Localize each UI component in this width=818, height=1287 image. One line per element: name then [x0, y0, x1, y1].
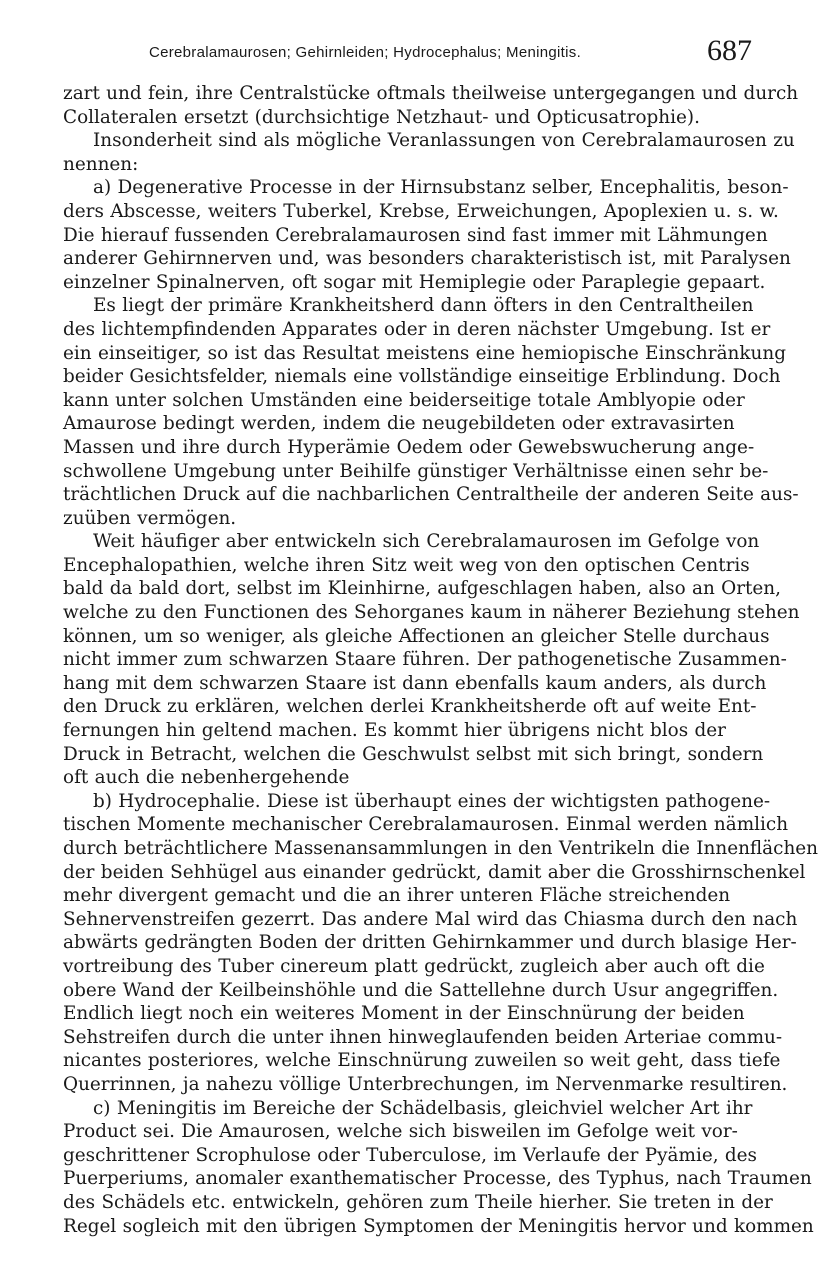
text-line: Puerperiums, anomaler exanthematischer Processe, des Typhus, nach Traumen: [63, 1168, 812, 1190]
text-line: a) Degenerative Processe in der Hirnsubstanz selber, Encephalitis, beson-: [93, 177, 789, 199]
running-title: Cerebralamaurosen; Gehirnleiden; Hydrocephalus; Meningitis.: [148, 44, 582, 61]
paragraph: [63, 1097, 814, 1239]
text-line: trächtlichen Druck auf die nachbarlichen Centraltheile der anderen Seite aus-: [63, 484, 799, 506]
text-line: bald da bald dort, selbst im Kleinhirne, aufgeschlagen haben, also an Orten,: [63, 578, 781, 600]
paragraph: [63, 790, 818, 1097]
text-line: durch beträchtlichere Massenansammlungen in den Ventrikeln die Innenflächen: [63, 838, 818, 859]
text-line: Sehstreifen durch die unter ihnen hinweglaufenden beiden Arteriae commu-: [63, 1026, 783, 1048]
text-line: Regel sogleich mit den übrigen Symptomen der Meningitis hervor und kommen: [63, 1215, 814, 1237]
text-line: schwollene Umgebung unter Beihilfe günstiger Verhältnisse einen sehr be-: [63, 460, 769, 482]
text-line: Sehnervenstreifen gezerrt. Das andere Mal wird das Chiasma durch den nach: [63, 908, 798, 930]
text-line: welche zu den Functionen des Sehorganes kaum in näherer Beziehung stehen: [63, 602, 800, 624]
text-line: des Schädels etc. entwickeln, gehören zum Theile hierher. Sie treten in der: [63, 1191, 773, 1213]
text-line: Insonderheit sind als mögliche Veranlassungen von Cerebralamaurosen zu: [93, 130, 795, 152]
text-line: Massen und ihre durch Hyperämie Oedem oder Gewebswucherung ange-: [63, 436, 755, 458]
text-line: der beiden Sehhügel aus einander gedrückt, damit aber die Grosshirnschenkel: [63, 861, 806, 883]
text-line: anderer Gehirnnerven und, was besonders charakteristisch ist, mit Paralysen: [63, 248, 791, 270]
paragraph: [63, 176, 791, 294]
text-line: abwärts gedrängten Boden der dritten Gehirnkammer und durch blasige Her-: [63, 932, 797, 954]
text-line: Die hierauf fussenden Cerebralamaurosen sind fast immer mit Lähmungen: [63, 224, 768, 246]
text-line: b) Hydrocephalie. Diese ist überhaupt eines der wichtigsten pathogene-: [93, 790, 771, 812]
text-line: können, um so weniger, als gleiche Affectionen an gleicher Stelle durchaus: [63, 625, 770, 647]
paragraph: [63, 530, 800, 790]
text-line: tischen Momente mechanischer Cerebralamaurosen. Einmal werden nämlich: [63, 814, 789, 836]
body-text: [63, 82, 818, 1238]
text-line: Collateralen ersetzt (durchsichtige Netzhaut- und Opticusatrophie).: [63, 106, 700, 128]
text-line: den Druck zu erklären, welchen derlei Krankheitsherde oft auf weite Ent-: [63, 696, 757, 718]
text-line: des lichtempfindenden Apparates oder in deren nächster Umgebung. Ist er: [63, 318, 771, 340]
text-line: zuüben vermögen.: [63, 507, 237, 529]
text-line: Es liegt der primäre Krankheitsherd dann öfters in den Centraltheilen: [93, 295, 754, 317]
text-line: ein einseitiger, so ist das Resultat meistens eine hemiopische Einschränkung: [63, 342, 786, 364]
text-line: Querrinnen, ja nahezu völlige Unterbrechungen, im Nervenmarke resultiren.: [63, 1073, 788, 1095]
text-line: c) Meningitis im Bereiche der Schädelbasis, gleichviel welcher Art ihr: [93, 1097, 753, 1119]
page-number: 687: [707, 34, 752, 67]
text-line: Druck in Betracht, welchen die Geschwulst selbst mit sich bringt, sondern: [63, 743, 764, 765]
paragraph: [63, 82, 799, 129]
text-line: nicantes posteriores, welche Einschnürung zuweilen so weit geht, dass tiefe: [63, 1050, 781, 1072]
text-line: geschrittener Scrophulose oder Tuberculose, im Verlaufe der Pyämie, des: [63, 1144, 757, 1166]
paragraph: [63, 129, 795, 176]
text-line: fernungen hin geltend machen. Es kommt hier übrigens nicht blos der: [63, 720, 726, 742]
text-line: nicht immer zum schwarzen Staare führen. Der pathogenetische Zusammen-: [63, 649, 787, 671]
running-head: [48, 36, 752, 68]
text-line: oft auch die nebenhergehende: [63, 767, 350, 789]
text-line: nennen:: [63, 153, 139, 175]
text-line: Product sei. Die Amaurosen, welche sich bisweilen im Gefolge weit vor-: [63, 1121, 738, 1143]
text-line: ders Abscesse, weiters Tuberkel, Krebse, Erweichungen, Apoplexien u. s. w.: [63, 200, 779, 222]
text-line: Weit häufiger aber entwickeln sich Cerebralamaurosen im Gefolge von: [93, 531, 760, 553]
text-line: einzelner Spinalnerven, oft sogar mit Hemiplegie oder Paraplegie gepaart.: [63, 271, 766, 293]
text-line: hang mit dem schwarzen Staare ist dann ebenfalls kaum anders, als durch: [63, 672, 767, 694]
text-line: zart und fein, ihre Centralstücke oftmals theilweise untergegangen und durch: [63, 83, 799, 104]
text-line: Amaurose bedingt werden, indem die neugebildeten oder extravasirten: [63, 413, 735, 435]
paragraph: [63, 294, 799, 530]
text-line: vortreibung des Tuber cinereum platt gedrückt, zugleich aber auch oft die: [63, 955, 765, 977]
text-line: Endlich liegt noch ein weiteres Moment in der Einschnürung der beiden: [63, 1003, 745, 1025]
text-line: Encephalopathien, welche ihren Sitz weit weg von den optischen Centris: [63, 554, 750, 576]
text-line: mehr divergent gemacht und die an ihrer unteren Fläche streichenden: [63, 885, 731, 907]
text-line: obere Wand der Keilbeinshöhle und die Sattellehne durch Usur angegriffen.: [63, 979, 779, 1001]
text-line: beider Gesichtsfelder, niemals eine vollständige einseitige Erblindung. Doch: [63, 366, 781, 388]
text-line: kann unter solchen Umständen eine beiderseitige totale Amblyopie oder: [63, 389, 745, 411]
